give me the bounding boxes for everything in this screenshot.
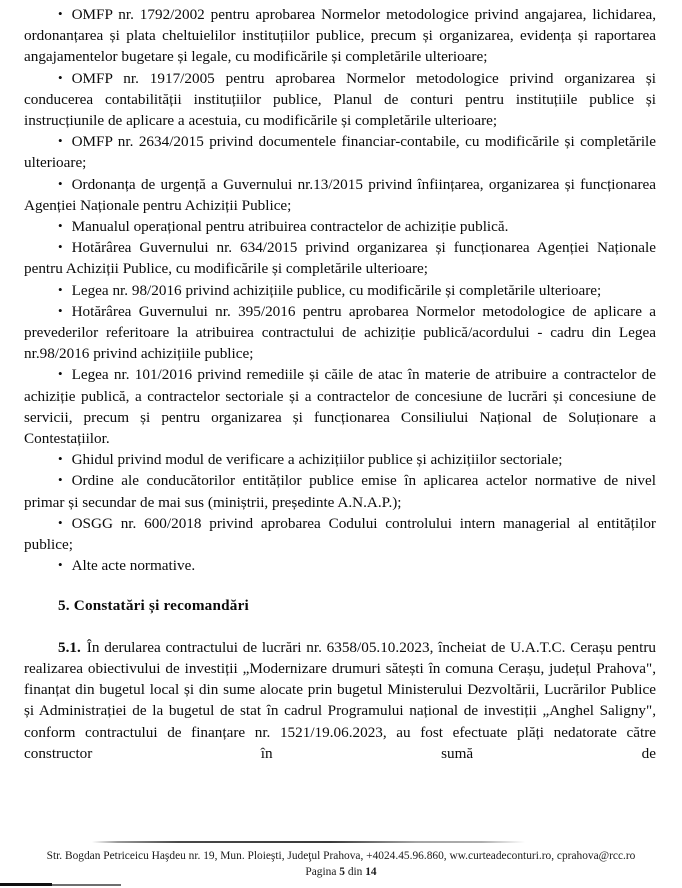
list-item-text: Hotărârea Guvernului nr. 395/2016 pentru aprobarea Normelor metodologice de aplicare a prevederilor referitoare la atribuirea contractului de achiziție publică/acordului - cadru din Legea nr.98/2016 privind achizițiile publice;: [24, 302, 656, 363]
list-item-text: Ordonanța de urgență a Guvernului nr.13/2015 privind înființarea, organizarea și funcționarea Agenției Naționale pentru Achiziții Publice;: [24, 175, 656, 214]
page-current: 5: [339, 866, 345, 878]
bullet-icon: •: [58, 175, 63, 191]
scan-artifact-dark-segment: [0, 883, 52, 886]
list-item-text: Alte acte normative.: [71, 557, 196, 575]
bullet-icon: •: [58, 239, 63, 255]
list-item-text: Legea nr. 101/2016 privind remediile și căile de atac în materie de atribuire a contractelor de achiziție publică, a contractelor sectoriale și a contractelor de concesiune de lucrări și concesiune de servicii, precum și pentru organizarea și funcționarea Consiliului Național de Soluționare a Contestațiilor.: [24, 366, 656, 448]
paragraph-text: În derularea contractului de lucrări nr. 6358/05.10.2023, încheiat de U.A.T.C. Cerașu pentru realizarea obiectivului de investiții „Modernizare drumuri sătești în comuna Cerașu, județul Prahova", finanțat din bugetul local și din sume alocate prin bugetul Ministerului Dezvoltării, Lucrărilor Publice și Administrației de la bugetul de stat în cadrul Programului național de investiții „Anghel Saligny", conform contractului de finanțare nr. 1521/19.06.2023, au fost efectuate plăți nedatorate către constructor în sumă de: [24, 638, 656, 762]
bullet-icon: •: [58, 69, 63, 85]
list-item: [24, 301, 656, 365]
bullet-icon: •: [58, 6, 63, 21]
paragraph-5-1: [24, 637, 656, 764]
bullet-icon: •: [58, 302, 63, 318]
list-item: [24, 131, 656, 173]
list-item-text: OMFP nr. 2634/2015 privind documentele financiar-contabile, cu modificările și completările ulterioare;: [24, 133, 656, 172]
list-item: [24, 237, 656, 279]
list-item: [24, 4, 656, 68]
section-heading: 5. Constatări și recomandări: [58, 597, 249, 615]
bullet-icon: •: [58, 133, 63, 149]
page-of-label: din: [347, 866, 363, 878]
list-item-text: OSGG nr. 600/2018 privind aprobarea Codului controlului intern managerial al entităților publice;: [24, 514, 656, 554]
list-item-text: OMFP nr. 1792/2002 pentru aprobarea Normelor metodologice privind angajarea, lichidarea, ordonanțarea și plata cheltuielilor instituțiilor publice, precum și organizarea, evidența și raportarea angajamentelor bugetare și legale, cu modificările și completările ulterioare;: [24, 6, 656, 66]
list-item: [24, 174, 656, 216]
list-item-text: OMFP nr. 1917/2005 pentru aprobarea Normelor metodologice privind organizarea și conducerea contabilității instituțiilor publice, Planul de conturi pentru instituțiile publice și instrucțiunile de aplicare a acestuia, cu modificările și completările ulterioare;: [24, 69, 656, 130]
paragraph-number: 5.1.: [58, 638, 81, 656]
list-item-text: Legea nr. 98/2016 privind achizițiile publice, cu modificările și completările ulterioare;: [71, 281, 602, 299]
bullet-icon: •: [58, 281, 63, 297]
scan-artifact-gray-segment: [52, 884, 121, 886]
bottom-edge-scan-artifact: [0, 883, 121, 886]
footer-separator-line: [92, 841, 525, 843]
page-label: Pagina: [305, 866, 337, 878]
bullet-icon: •: [58, 451, 63, 467]
list-item: [24, 216, 656, 237]
list-item: [24, 555, 656, 576]
bullet-icon: •: [58, 218, 63, 234]
bullet-icon: •: [58, 557, 63, 573]
list-item-text: Ghidul privind modul de verificare a achizițiilor publice și achizițiilor sectoriale;: [71, 451, 563, 469]
list-item-text: Ordine ale conducătorilor entităților publice emise în aplicarea actelor normative de nivel primar și secundar de mai sus (miniștrii, președinte A.N.A.P.);: [24, 472, 656, 511]
list-item: [24, 513, 656, 555]
list-item: [24, 470, 656, 512]
footer-page-number: [0, 864, 682, 880]
list-item-text: Hotărârea Guvernului nr. 634/2015 privind organizarea și funcționarea Agenției Naționale pentru Achiziții Publice, cu modificările și completările ulterioare;: [24, 239, 656, 278]
bullet-icon: •: [58, 366, 63, 382]
footer-address: Str. Bogdan Petriceicu Haşdeu nr. 19, Mun. Ploieşti, Judeţul Prahova, +4024.45.96.860, ww.curteadeconturi.ro, cprahova@rcc.ro: [46, 850, 636, 862]
list-item: [24, 364, 656, 449]
bullet-icon: •: [58, 472, 63, 488]
page-footer: [0, 848, 682, 880]
list-item: [24, 68, 656, 132]
bullet-icon: •: [58, 514, 63, 530]
list-item-text: Manualul operațional pentru atribuirea contractelor de achiziție publică.: [71, 218, 509, 236]
page-total: 14: [365, 866, 377, 878]
list-item: [24, 449, 656, 470]
list-item: [24, 280, 656, 301]
